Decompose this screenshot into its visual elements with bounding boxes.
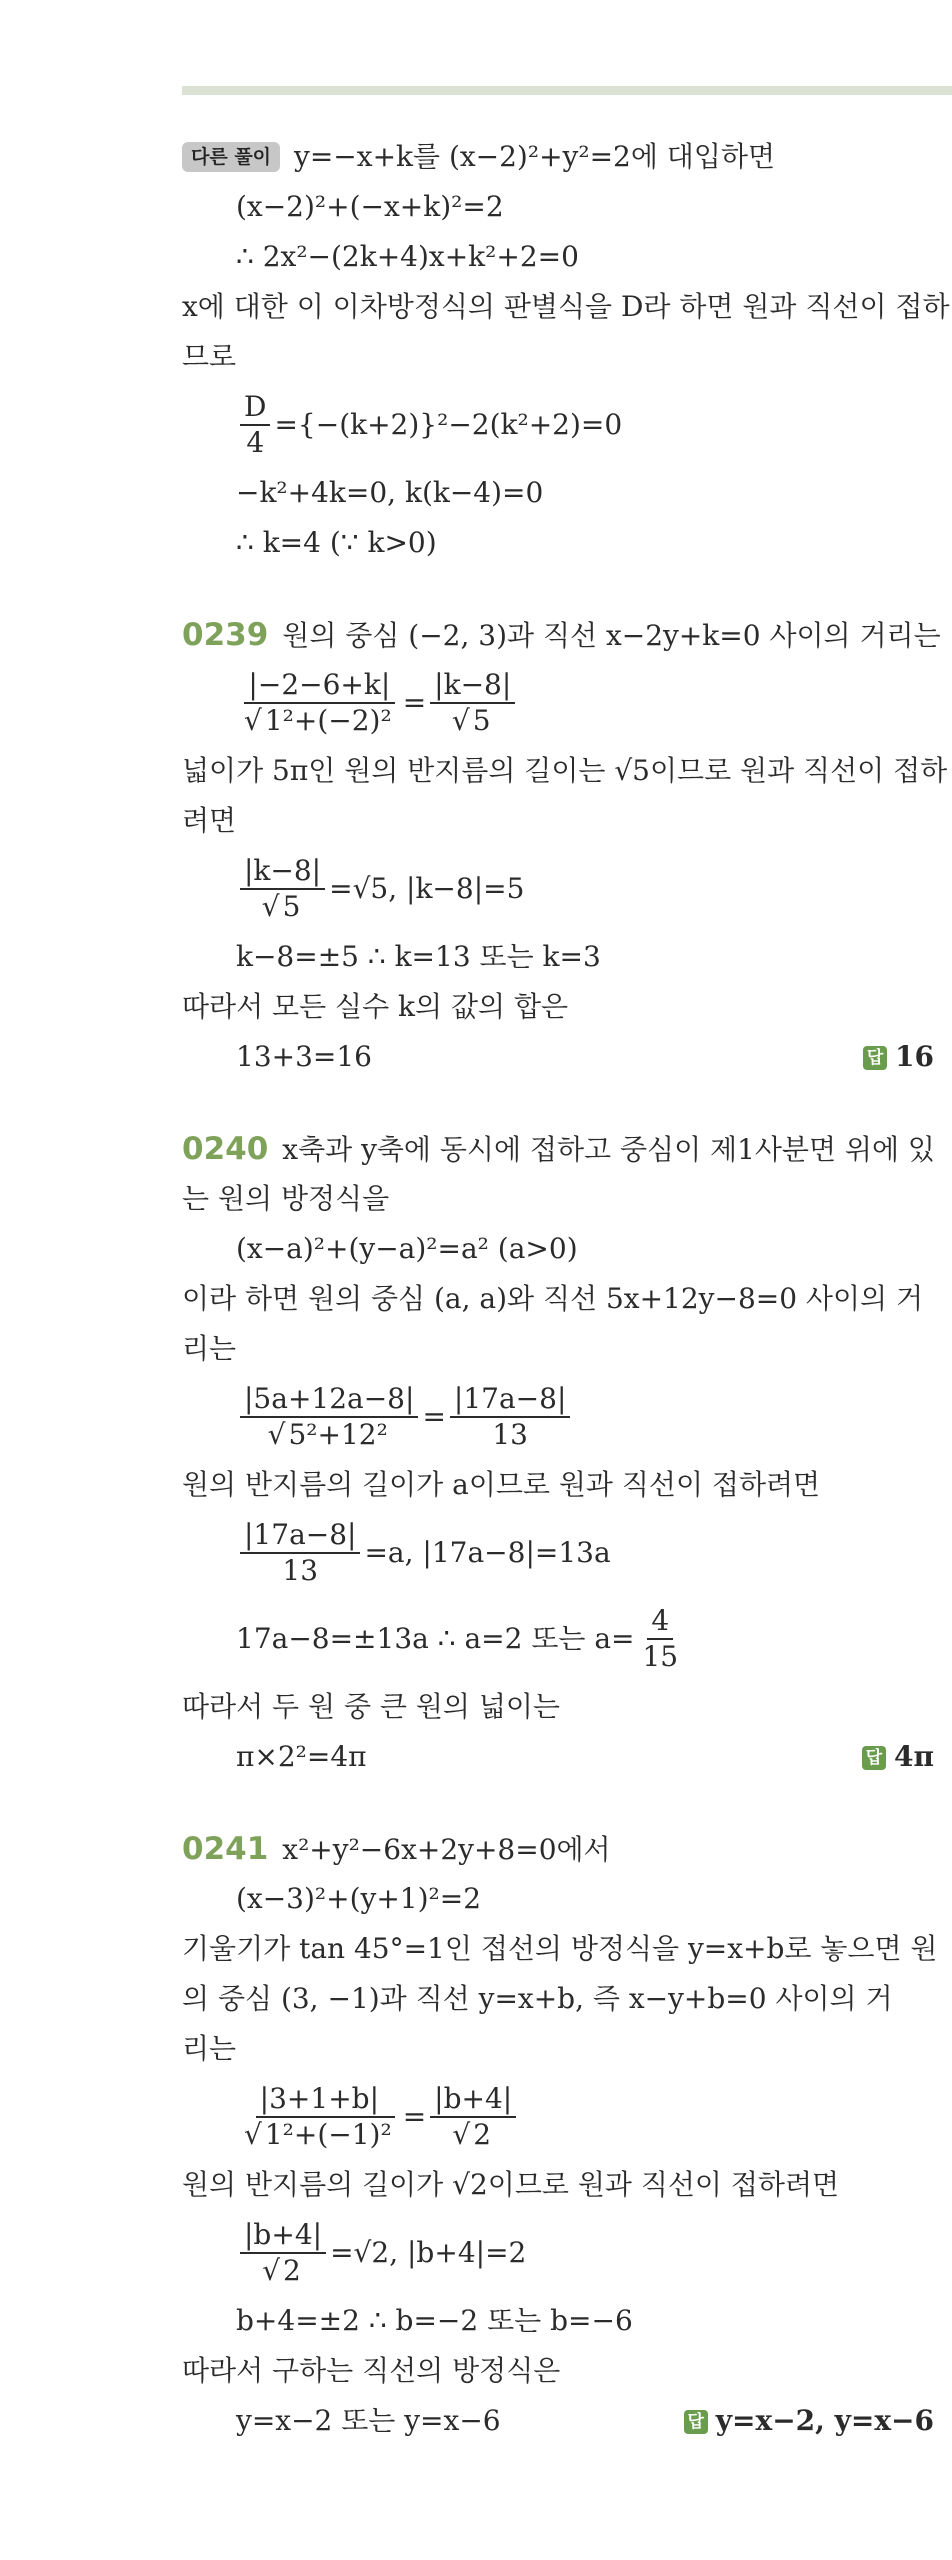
p240-line-2: 는 원의 방정식을 [182,1182,390,1215]
p240-line-4: 이라 하면 원의 중심 (a, a)와 직선 5x+12y−8=0 사이의 거 [182,1282,924,1315]
p240-frac2-num: |17a−8| [450,1382,570,1418]
p241-line-9: b+4=±2 ∴ b=−2 또는 b=−6 [236,2304,633,2337]
p240-frac-3 [240,1518,360,1588]
p241-frac-2 [430,2082,516,2152]
p240-answer-value: 4π [894,1740,934,1773]
problem-number-0241: 0241 [182,1831,269,1867]
p239-frac-1 [240,668,399,738]
p240-frac4-num: 4 [647,1604,673,1640]
p241-answer [684,2396,934,2446]
alt-frac-rest: ={−(k+2)}²−2(k²+2)=0 [274,408,623,441]
p239-text-1: 원의 중심 (−2, 3)과 직선 x−2y+k=0 사이의 거리는 [282,619,941,652]
p241-line-7: 원의 반지름의 길이가 √2이므로 원과 직선이 접하려면 [182,2168,840,2201]
p240-line-10: 따라서 두 원 중 큰 원의 넓이는 [182,1690,560,1723]
p241-frac1-num: |3+1+b| [256,2082,383,2118]
p239-line-3: 넓이가 5π인 원의 반지름의 길이는 √5이므로 원과 직선이 접하 [182,754,948,787]
p241-line-11 [182,2396,934,2446]
p240-fraction-line-1: $\frac{|5a+12a-8|}{\text{√ 5²+12²}}$ = $\frac{|17a-8|}{13}$ [182,1374,934,1460]
p240-line-5: 리는 [182,1332,237,1365]
p241-frac2-num: |b+4| [430,2082,516,2118]
p239-frac1-num: |−2−6+k| [244,668,394,704]
p239-line-4: 려면 [182,804,237,837]
p240-frac3-rest: =a, |17a−8|=13a [364,1536,611,1569]
solution-content [182,132,950,2446]
p239-line-7: 따라서 모든 실수 k의 값의 합은 [182,990,569,1023]
p239-frac1-den: √ 1²+(−2)² [240,704,399,738]
p241-frac1-radicand: 1²+(−1)² [262,2116,395,2151]
p240-frac1-radicand: 5²+12² [285,1416,390,1451]
p241-frac-1 [240,2082,399,2152]
p239-line-8 [182,1032,934,1082]
p239-frac3-num: |k−8| [240,854,325,890]
top-divider-bar [182,86,952,95]
p240-frac-1 [240,1382,418,1452]
problem-0241-line-1 [182,1824,934,1874]
alt-solution-line-1 [182,132,934,182]
alt-frac-denominator: 4 [246,426,265,459]
p241-frac3-radicand: 2 [280,2252,304,2287]
answer-icon: 답 [684,2410,708,2434]
alt-solution-tag: 다른 풀이 [182,142,280,172]
p240-frac4-den: 15 [642,1640,679,1673]
p239-frac3-den: √ 5 [258,890,308,924]
p239-frac1-radicand: 1²+(−2)² [262,702,395,737]
p241-frac3-num: |b+4| [240,2218,326,2254]
p241-line-3: 기울기가 tan 45°=1인 접선의 방정식을 y=x+b로 놓으면 원 [182,1932,938,1965]
alt-frac-numerator: D [240,390,270,426]
p241-text-1: x²+y²−6x+2y+8=0에서 [282,1833,611,1866]
p239-frac-2 [430,668,515,738]
p240-frac2-den: 13 [492,1418,528,1451]
p240-area: π×2²=4π [236,1740,367,1773]
p239-fraction-line-1: $\frac{|-2-6+k|}{\text{√ 1²+(−2)²}}$ = $\frac{|k-8|}{√ 5}$ [182,660,934,746]
p239-answer [863,1032,934,1082]
answer-icon: 답 [862,1746,886,1770]
p240-line-3: (x−a)²+(y−a)²=a² (a>0) [236,1232,578,1265]
alt-line-5: 므로 [182,340,237,373]
p241-line-2: (x−3)²+(y+1)²=2 [236,1882,482,1915]
p240-text-1: x축과 y축에 동시에 접하고 중심이 제1사분면 위에 있 [282,1133,935,1166]
p240-frac-2 [450,1382,570,1452]
alt-line-7: −k²+4k=0, k(k−4)=0 [236,476,544,509]
answer-icon: 답 [863,1046,887,1070]
p240-frac3-num: |17a−8| [240,1518,360,1554]
p241-frac2-den: √ 2 [448,2118,498,2152]
problem-number-0240: 0240 [182,1131,269,1167]
p239-frac2-radicand: 5 [470,702,494,737]
p241-frac3-rest: =√2, |b+4|=2 [330,2236,527,2269]
alt-fraction [240,390,270,460]
p240-fraction-line-2 [182,1510,934,1596]
p239-frac2-den: √ 5 [448,704,498,738]
alt-line-8: ∴ k=4 (∵ k>0) [236,526,437,559]
p240-fraction-line-3 [182,1596,934,1682]
alt-fraction-line [182,382,934,468]
p241-frac1-den: √ 1²+(−1)² [240,2118,399,2152]
alt-line-2: (x−2)²+(−x+k)²=2 [236,190,504,223]
p239-sum: 13+3=16 [236,1040,372,1073]
p241-frac2-radicand: 2 [470,2116,494,2151]
p240-line-7: 원의 반지름의 길이가 a이므로 원과 직선이 접하려면 [182,1468,821,1501]
p239-line-6: k−8=±5 ∴ k=13 또는 k=3 [236,940,601,973]
p241-answer-value: y=x−2, y=x−6 [715,2404,934,2437]
p241-line-4: 의 중심 (3, −1)과 직선 y=x+b, 즉 x−y+b=0 사이의 거 [182,1982,893,2015]
p239-answer-value: 16 [895,1040,934,1073]
p240-line-9: 17a−8=±13a ∴ a=2 또는 a= [236,1622,635,1655]
p240-line-11 [182,1732,934,1782]
p239-frac3-radicand: 5 [280,888,304,923]
p241-fraction-line-2 [182,2210,934,2296]
p240-frac1-num: |5a+12a−8| [240,1382,418,1418]
alt-line-4: x에 대한 이 이차방정식의 판별식을 D라 하면 원과 직선이 접하 [182,290,950,323]
p240-frac-4 [638,1604,682,1674]
p241-frac-3 [240,2218,326,2288]
problem-0239-line-1 [182,610,941,660]
p240-answer [862,1732,934,1782]
p239-fraction-line-2 [182,846,934,932]
p241-lines: y=x−2 또는 y=x−6 [236,2404,501,2437]
p239-frac-3 [240,854,325,924]
p240-frac3-den: 13 [282,1554,319,1587]
alt-line-3: ∴ 2x²−(2k+4)x+k²+2=0 [236,240,579,273]
p239-frac2-num: |k−8| [430,668,515,704]
alt-text-1: y=−x+k를 (x−2)²+y²=2에 대입하면 [294,140,775,173]
p240-frac1-den: √ 5²+12² [264,1418,395,1452]
p241-frac3-den: √ 2 [258,2254,308,2288]
problem-0240-line-1 [182,1124,934,1174]
p241-line-5: 리는 [182,2032,237,2065]
problem-number-0239: 0239 [182,617,269,653]
p241-line-10: 따라서 구하는 직선의 방정식은 [182,2354,561,2387]
p241-fraction-line-1: $\frac{|3+1+b|}{\text{√ 1²+(−1)²}}$ = $\frac{|b+4|}{√ 2}$ [182,2074,934,2160]
p239-frac3-rest: =√5, |k−8|=5 [329,872,525,905]
